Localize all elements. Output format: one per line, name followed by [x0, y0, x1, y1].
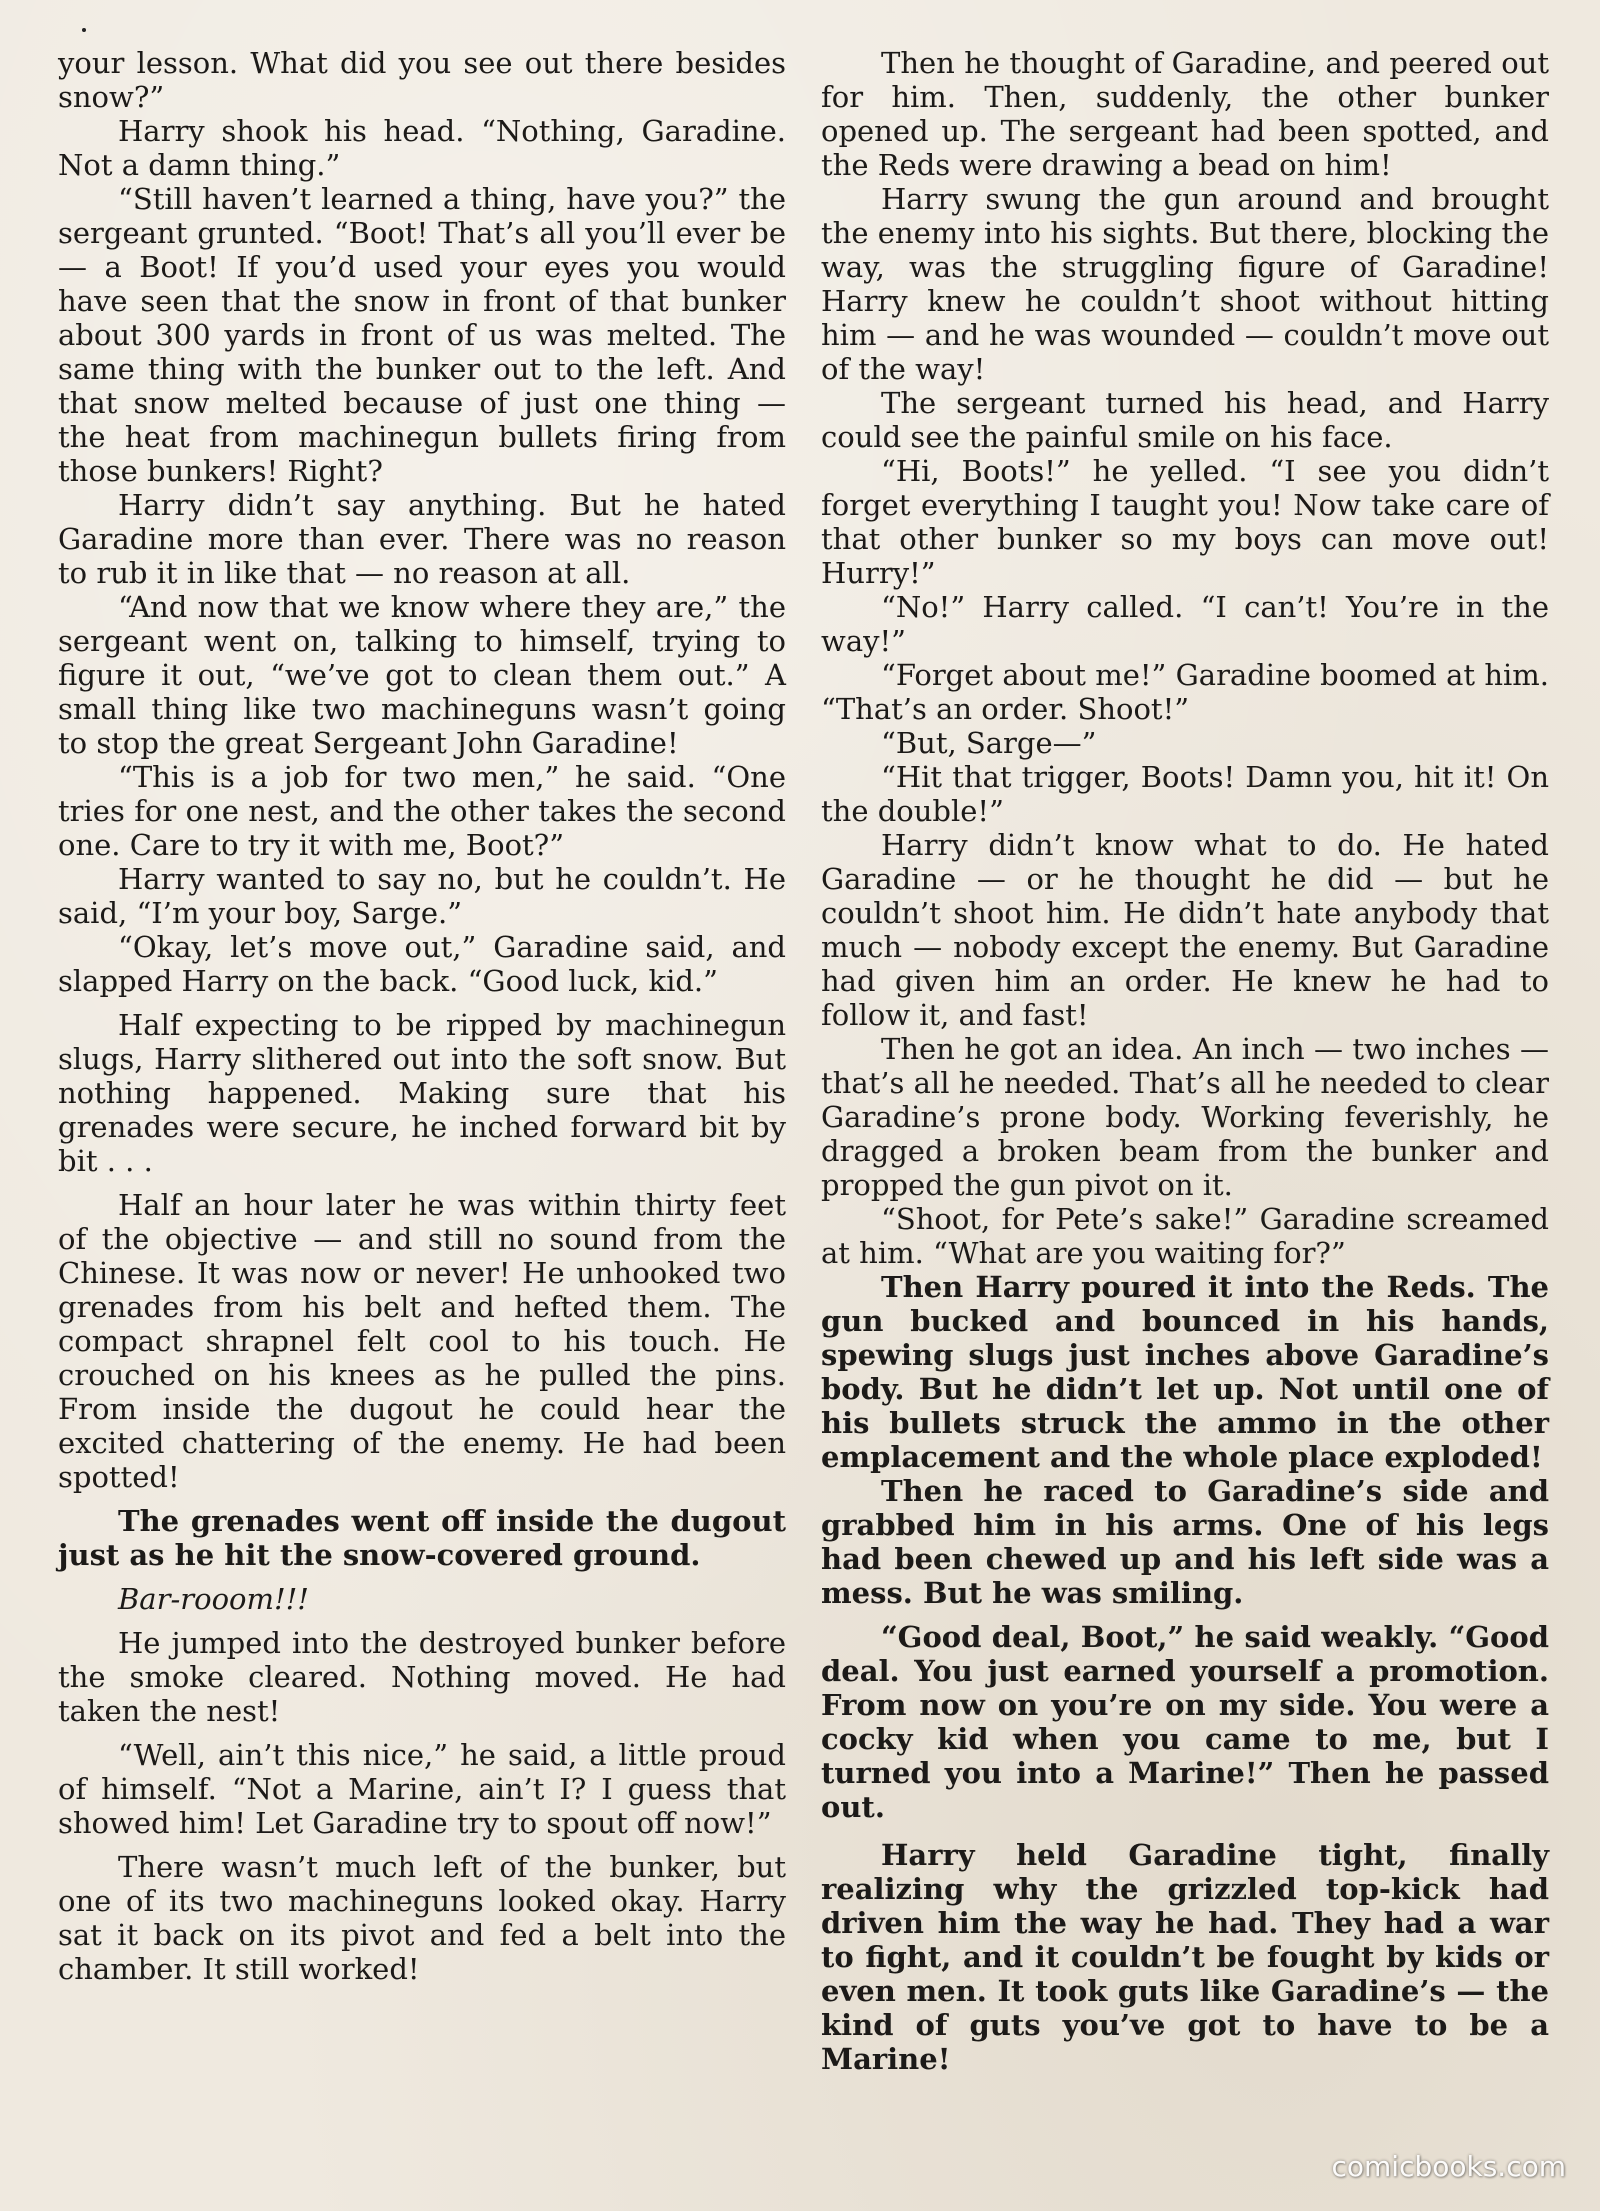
left-text-column	[58, 46, 786, 1986]
paragraph: Harry didn’t know what to do. He hated Garadine — or he thought he did — but he couldn’t shoot him. He didn’t hate anybody that much — nobody except the enemy. But Garadine had given him an order. He knew he had to follow it, and fast!	[821, 828, 1549, 1032]
right-text-column	[821, 46, 1549, 2076]
paragraph: “Okay, let’s move out,” Garadine said, and slapped Harry on the back. “Good luck, kid.”	[58, 930, 786, 998]
paragraph: “Still haven’t learned a thing, have you?” the sergeant grunted. “Boot! That’s all you’ll ever be — a Boot! If you’d used your eyes you would have seen that the snow in front of that bunker about 300 yards in front of us was melted. The same thing with the bunker out to the left. And that snow melted because of just one thing — the heat from machinegun bullets firing from those bunkers! Right?	[58, 182, 786, 488]
paragraph: Harry didn’t say anything. But he hated Garadine more than ever. There was no reason to rub it in like that — no reason at all.	[58, 488, 786, 590]
paragraph: “This is a job for two men,” he said. “One tries for one nest, and the other takes the second one. Care to try it with me, Boot?”	[58, 760, 786, 862]
paragraph: There wasn’t much left of the bunker, but one of its two machineguns looked okay. Harry sat it back on its pivot and fed a belt into the chamber. It still worked!	[58, 1850, 786, 1986]
paragraph: Half an hour later he was within thirty feet of the objective — and still no sound from the Chinese. It was now or never! He unhooked two grenades from his belt and hefted them. The compact shrapnel felt cool to his touch. He crouched on his knees as he pulled the pins. From inside the dugout he could hear the excited chattering of the enemy. He had been spotted!	[58, 1188, 786, 1494]
paragraph: “Shoot, for Pete’s sake!” Garadine screamed at him. “What are you waiting for?”	[821, 1202, 1549, 1270]
paragraph: Harry swung the gun around and brought the enemy into his sights. But there, blocking the way, was the struggling figure of Garadine! Harry knew he couldn’t shoot without hitting him — and he was wounded — couldn’t move out of the way!	[821, 182, 1549, 386]
paragraph: “Hit that trigger, Boots! Damn you, hit it! On the double!”	[821, 760, 1549, 828]
paragraph: Harry held Garadine tight, finally realizing why the grizzled top-kick had driven him the way he had. They had a war to fight, and it couldn’t be fought by kids or even men. It took guts like Garadine’s — the kind of guts you’ve got to have to be a Marine!	[821, 1838, 1549, 2076]
sound-effect-text: Bar-rooom!!!	[118, 1582, 309, 1616]
paragraph: “Forget about me!” Garadine boomed at him. “That’s an order. Shoot!”	[821, 658, 1549, 726]
paragraph: your lesson. What did you see out there besides snow?”	[58, 46, 786, 114]
paragraph: Harry wanted to say no, but he couldn’t. He said, “I’m your boy, Sarge.”	[58, 862, 786, 930]
paragraph: Then Harry poured it into the Reds. The gun bucked and bounced in his hands, spewing slugs just inches above Garadine’s body. But he didn’t let up. Not until one of his bullets struck the ammo in the other emplacement and the whole place exploded!	[821, 1270, 1549, 1474]
paragraph: “No!” Harry called. “I can’t! You’re in the way!”	[821, 590, 1549, 658]
paragraph: “Hi, Boots!” he yelled. “I see you didn’t forget everything I taught you! Now take care of that other bunker so my boys can move out! Hurry!”	[821, 454, 1549, 590]
paragraph: Harry shook his head. “Nothing, Garadine. Not a damn thing.”	[58, 114, 786, 182]
paragraph: “And now that we know where they are,” the sergeant went on, talking to himself, trying to figure it out, “we’ve got to clean them out.” A small thing like two machineguns wasn’t going to stop the great Sergeant John Garadine!	[58, 590, 786, 760]
paragraph: “But, Sarge—”	[881, 726, 1097, 760]
paragraph: The grenades went off inside the dugout just as he hit the snow-covered ground.	[58, 1504, 786, 1572]
paragraph: Half expecting to be ripped by machinegun slugs, Harry slithered out into the soft snow. But nothing happened. Making sure that his grenades were secure, he inched forward bit by bit . . .	[58, 1008, 786, 1178]
paragraph: Then he raced to Garadine’s side and grabbed him in his arms. One of his legs had been chewed up and his left side was a mess. But he was smiling.	[821, 1474, 1549, 1610]
site-watermark: comicbooks.com	[1331, 2150, 1566, 2183]
paragraph: He jumped into the destroyed bunker before the smoke cleared. Nothing moved. He had taken the nest!	[58, 1626, 786, 1728]
paragraph: The sergeant turned his head, and Harry could see the painful smile on his face.	[821, 386, 1549, 454]
print-speck	[82, 28, 86, 32]
paragraph: “Well, ain’t this nice,” he said, a little proud of himself. “Not a Marine, ain’t I? I guess that showed him! Let Garadine try to spout off now!”	[58, 1738, 786, 1840]
paragraph: Then he thought of Garadine, and peered out for him. Then, suddenly, the other bunker opened up. The sergeant had been spotted, and the Reds were drawing a bead on him!	[821, 46, 1549, 182]
paragraph: “Good deal, Boot,” he said weakly. “Good deal. You just earned yourself a promotion. From now on you’re on my side. You were a cocky kid when you came to me, but I turned you into a Marine!” Then he passed out.	[821, 1620, 1549, 1824]
paragraph: Then he got an idea. An inch — two inches — that’s all he needed. That’s all he needed to clear Garadine’s prone body. Working feverishly, he dragged a broken beam from the bunker and propped the gun pivot on it.	[821, 1032, 1549, 1202]
